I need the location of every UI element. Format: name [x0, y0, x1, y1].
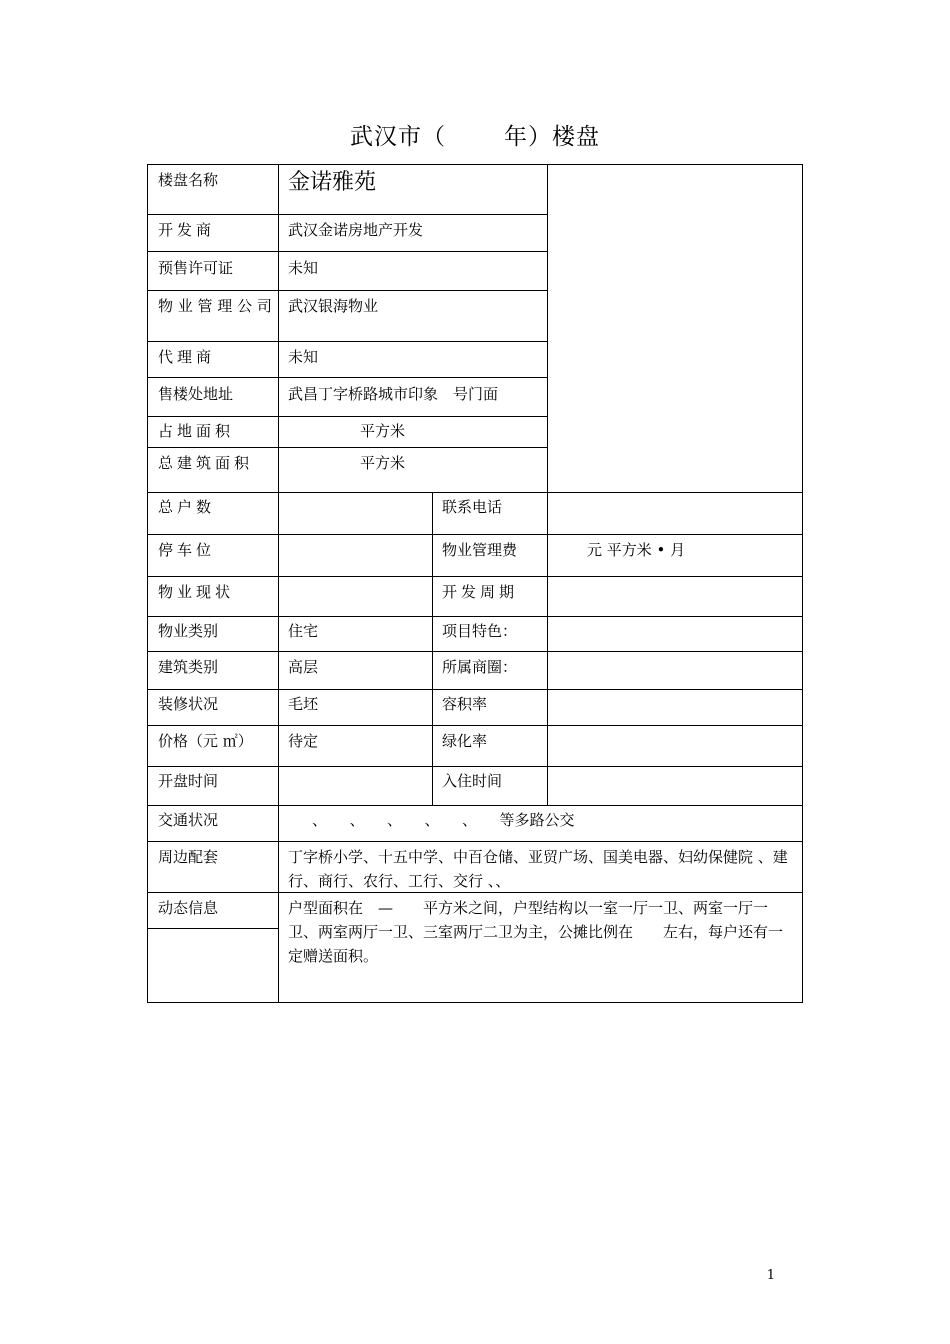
opening-label: 开盘时间 — [158, 772, 219, 790]
row-line — [147, 616, 803, 617]
land-area-value: 平方米 — [360, 422, 406, 440]
mgmt-fee-label: 物业管理费 — [442, 541, 518, 559]
row-line — [147, 377, 547, 378]
table-border-right — [802, 164, 803, 1003]
building-area-label: 总建筑面积 — [158, 454, 254, 472]
row-line — [147, 251, 547, 252]
decoration-label: 装修状况 — [158, 695, 219, 713]
sales-office-label: 售楼处地址 — [158, 385, 234, 403]
traffic-label: 交通状况 — [158, 811, 219, 829]
developer-label: 开发商 — [158, 221, 216, 239]
property-mgmt-label: 物 业 管 理 公 司 — [158, 297, 272, 315]
green-ratio-label: 绿化率 — [442, 732, 488, 750]
title-prefix: 武汉市（ — [350, 124, 446, 150]
property-type-value: 住宅 — [288, 622, 319, 640]
page-number: 1 — [766, 1268, 775, 1283]
col-divider-3 — [547, 164, 548, 805]
title-suffix: 年）楼盘 — [504, 124, 600, 150]
dynamic-info-label: 动态信息 — [158, 899, 219, 917]
sales-office-value: 武昌丁字桥路城市印象 号门面 — [288, 385, 499, 403]
row-line — [147, 290, 547, 291]
project-name-label: 楼盘名称 — [158, 171, 219, 189]
mgmt-fee-value: 元 平方米 • 月 — [587, 541, 686, 559]
surroundings-label: 周边配套 — [158, 848, 219, 866]
row-line — [147, 766, 803, 767]
row-line — [147, 416, 547, 417]
row-line — [147, 534, 803, 535]
business-area-label: 所属商圈： — [442, 658, 518, 676]
agent-value: 未知 — [288, 348, 319, 366]
building-type-label: 建筑类别 — [158, 658, 219, 676]
features-label: 项目特色： — [442, 622, 518, 640]
row-line — [147, 214, 547, 215]
row-line — [147, 725, 803, 726]
row-line — [147, 576, 803, 577]
presale-permit-value: 未知 — [288, 259, 319, 277]
status-label: 物业现状 — [158, 583, 235, 601]
parking-label: 停车位 — [158, 541, 216, 559]
developer-value: 武汉金诺房地产开发 — [288, 221, 424, 239]
row-line — [147, 689, 803, 690]
dev-period-label: 开发周期 — [442, 583, 519, 601]
row-line — [147, 447, 547, 448]
decoration-value: 毛坯 — [288, 695, 319, 713]
table-border-bottom — [147, 1002, 803, 1003]
building-type-value: 高层 — [288, 658, 319, 676]
row-line — [147, 341, 547, 342]
surroundings-value: 丁字桥小学、十五中学、中百仓储、亚贸广场、国美电器、妇幼保健院 、建行、商行、农行、工行、交行 、、 — [288, 848, 788, 890]
row-line — [147, 841, 803, 842]
traffic-value: 、 、 、 、 、 等多路公交 — [312, 811, 575, 829]
dynamic-info-value: 户型面积在 — 平方米之间，户型结构以一室一厅一卫、两室一厅一卫、两室两厅一卫、三室两厅二卫为主，公摊比例在 左右，每户还有一定赠送面积。 — [288, 899, 784, 965]
land-area-label: 占地面积 — [158, 422, 235, 440]
row-line — [147, 928, 278, 929]
table-border-top — [147, 164, 803, 165]
col-divider-2 — [432, 492, 433, 805]
row-line — [147, 805, 803, 806]
building-area-value: 平方米 — [360, 454, 406, 472]
price-value: 待定 — [288, 732, 319, 750]
page-title — [0, 118, 950, 151]
agent-label: 代理商 — [158, 348, 216, 366]
households-label: 总户数 — [158, 498, 216, 516]
row-line — [147, 651, 803, 652]
property-mgmt-value: 武汉银海物业 — [288, 297, 379, 315]
row-line — [147, 492, 803, 493]
move-in-label: 入住时间 — [442, 772, 503, 790]
presale-permit-label: 预售许可证 — [158, 259, 234, 277]
project-name-value: 金诺雅苑 — [288, 170, 377, 195]
plot-ratio-label: 容积率 — [442, 695, 488, 713]
property-type-label: 物业类别 — [158, 622, 219, 640]
price-label: 价格（元 ㎡） — [158, 732, 253, 750]
phone-label: 联系电话 — [442, 498, 503, 516]
